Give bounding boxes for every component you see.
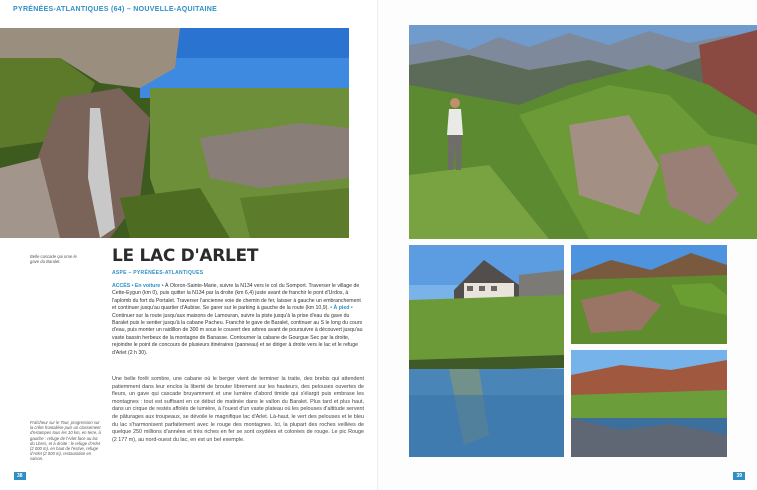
access-label: ACCÈS xyxy=(112,283,131,289)
access-section xyxy=(112,283,364,357)
left-page xyxy=(0,0,378,490)
valley-photo xyxy=(571,245,727,344)
refuge-photo xyxy=(409,245,564,457)
foot-tag: • À pied • xyxy=(330,305,353,312)
article-title: LE LAC D'ARLET xyxy=(112,246,259,266)
page-number-right: 39 xyxy=(733,472,745,480)
header-region: PYRÉNÉES-ATLANTIQUES (64) xyxy=(13,6,125,13)
article-subtitle: ASPE – PYRÉNÉES-ATLANTIQUES xyxy=(112,270,204,276)
right-page xyxy=(379,0,757,490)
car-directions: À Oloron-Sainte-Marie, suivre la N134 vers le col du Somport. Traverser le village de Cette-Eygun (km 0), puis quitter la N134 par la droite (km 6,4) juste avant de franchir le pont d'Urdos, à l'aplomb du fort du Portalet. Traverser l'ancienne voie de chemin de fer, laisser à gauche un embranchement et continuer jusqu'au quartier d'Aubise. Se garer sur le parking à gauche de la route (km 10,9). xyxy=(112,283,361,312)
caption-waterfall: Belle cascade qui orne le gave du Baralet. xyxy=(30,254,77,265)
article-body: Une belle forêt sombre, une cabane où le berger vient de terminer la traite, des brebis qui attendent patiemment dans leur enclos la liberté de brouter librement sur les hauteurs, des pelouses ouvertes de fleurs, un gave qui cascade bruyamment et une lumière d'abord timide qui s'élargit puis embrase les montagnes : tout est suffisant en ce début de matinée dans le vallon du Baralet. Plus tard et plus haut, dans un cirque de restés affolés de lumière, à l'ouest d'un vaste plateau où les pelouses d'altitude servent de pâturages aux troupeaux, se dévoile le magnifique lac d'Arlet. Là-haut, le vert des pelouses et le bleu du lac s'harmonisent parfaitement avec le rouge des montagnes. Ici, la plupart des roches veillées de quelque 250 millions d'années et très riches en fer se sont oxydées et colorées de rouge. Le pic Rouge (2 177 m), au nord-ouest du lac, en est un bel exemple. xyxy=(112,376,365,443)
waterfall-photo xyxy=(0,28,349,238)
caption-photos: Fraîcheur sur le Tour, progression sur la crête frontalière puis un classement d'estampes tous les 10 km, en terre, à gauche : refuge de l'Arlet face au lac du Lhers, et à droite : le refuge d'Arlet (2 000 m), en haut de l'estive, refuge d'Arlet (2 000 m), restauration en saison. xyxy=(30,420,101,462)
car-tag: • En voiture • xyxy=(131,283,164,289)
lake-photo xyxy=(571,350,727,457)
header-separator: – xyxy=(124,6,134,13)
hiker-photo xyxy=(409,25,757,239)
page-number-left: 38 xyxy=(14,472,26,480)
foot-directions: Continuer sur la route jusqu'aux maisons de Lamouran, suivre la piste jusqu'à la prise d'eau du gave du Baralet puis le sentier jusqu'à la cabane Pacheu. Franchir le gave de Baralet, continuer au S le long du cours d'eau, puis monter un raidillon de 300 m sous le couvert des arbres avant de poursuivre à découvert jusqu'au vaste bassin herbeux de la montagne de Banasse. Contourner la cabane de Gourgue Sec par la droite, rejoindre le point de concours de plusieurs itinéraires (panneau) et se diriger à droite vers le lac et le refuge d'Arlet (2 h 30). xyxy=(112,312,363,356)
page-header xyxy=(13,6,217,13)
header-area: NOUVELLE-AQUITAINE xyxy=(133,6,218,13)
